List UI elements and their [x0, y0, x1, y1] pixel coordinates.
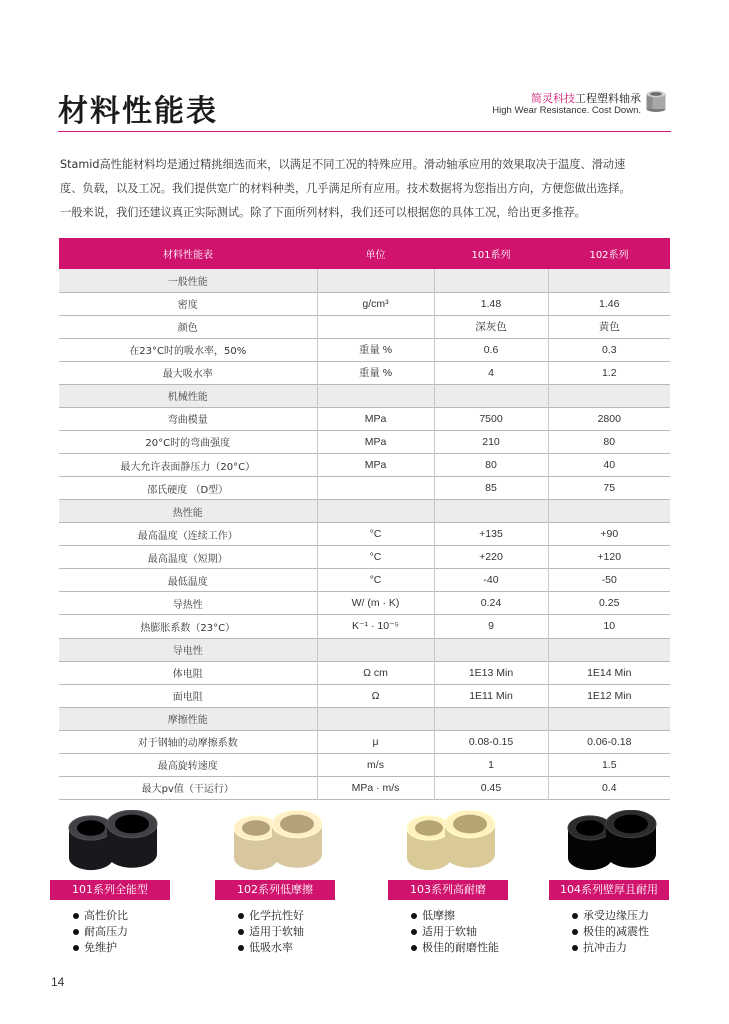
feature-list — [238, 908, 304, 956]
value-101-cell: 0.45 — [434, 776, 548, 799]
table-row — [59, 776, 670, 799]
header-unit: 单位 — [317, 238, 434, 269]
property-label: 最高旋转速度 — [157, 761, 218, 773]
section-row — [59, 269, 670, 292]
value-101-cell: 1E11 Min — [434, 684, 548, 707]
unit-cell: MPa · m/s — [317, 776, 434, 799]
value-101-cell: 1E13 Min — [434, 661, 548, 684]
product-label: 102系列低摩擦 — [215, 880, 335, 900]
unit-cell — [317, 638, 434, 661]
feature-item: 耐高压力 — [73, 924, 128, 940]
feature-item: 高性价比 — [73, 908, 128, 924]
unit-cell — [317, 269, 434, 292]
header-series-101: 101系列 — [434, 238, 548, 269]
feature-list — [411, 908, 499, 956]
value-102-cell: 40 — [548, 454, 670, 477]
value-101-cell: 7500 — [434, 407, 548, 430]
unit-cell: g/cm³ — [317, 292, 434, 315]
section-row — [59, 638, 670, 661]
unit-cell: MPa — [317, 454, 434, 477]
feature-item: 承受边缘压力 — [572, 908, 649, 924]
value-102-cell: 黄色 — [548, 315, 670, 338]
table-row — [59, 454, 670, 477]
table-body — [59, 269, 670, 799]
value-101-cell — [434, 638, 548, 661]
product-label: 101系列全能型 — [50, 880, 170, 900]
value-102-cell: 75 — [548, 477, 670, 500]
unit-cell: 重量 % — [317, 338, 434, 361]
property-label: 对于钢轴的动摩擦系数 — [137, 738, 238, 750]
product-label: 104系列壁厚且耐用 — [549, 880, 669, 900]
property-label: 最高温度（连续工作） — [137, 530, 238, 542]
value-102-cell: 0.4 — [548, 776, 670, 799]
unit-cell: MPa — [317, 407, 434, 430]
value-101-cell — [434, 384, 548, 407]
property-label: 导热性 — [172, 599, 203, 611]
value-101-cell — [434, 707, 548, 730]
intro-line: 一般来说，我们还建议真正实际测试。除了下面所列材料，我们还可以根据您的具体工况，给出更多推荐。 — [60, 206, 586, 219]
value-101-cell: 0.6 — [434, 338, 548, 361]
section-row — [59, 500, 670, 523]
property-label: 最大pv值（干运行） — [141, 784, 234, 796]
product-series-section — [50, 808, 680, 958]
table-row — [59, 430, 670, 453]
value-102-cell — [548, 269, 670, 292]
value-101-cell: 9 — [434, 615, 548, 638]
intro-line: 度、负载，以及工况。我们提供宽广的材料种类，几乎满足所有应用。技术数据将为您指出方向，方便您做出选择。 — [60, 182, 631, 195]
value-101-cell: 1.48 — [434, 292, 548, 315]
bushing-103-image — [402, 810, 500, 878]
unit-cell — [317, 384, 434, 407]
value-101-cell: 0.24 — [434, 592, 548, 615]
brand-tagline: High Wear Resistance. Cost Down. — [492, 105, 641, 117]
value-102-cell: 0.06-0.18 — [548, 730, 670, 753]
table-row — [59, 546, 670, 569]
bushing-logo-icon — [645, 89, 667, 113]
value-102-cell: +120 — [548, 546, 670, 569]
value-101-cell: 1 — [434, 753, 548, 776]
feature-item: 免维护 — [73, 940, 128, 956]
property-label: 颜色 — [177, 323, 198, 335]
table-row — [59, 338, 670, 361]
feature-list — [73, 908, 128, 956]
value-102-cell: 1E14 Min — [548, 661, 670, 684]
bushing-101-image — [64, 810, 162, 878]
value-102-cell: 1E12 Min — [548, 684, 670, 707]
property-label: 体电阻 — [172, 669, 203, 681]
property-label: 邵氏硬度 （D型） — [147, 484, 229, 496]
material-properties-table — [59, 238, 670, 800]
value-102-cell: +90 — [548, 523, 670, 546]
table-row — [59, 361, 670, 384]
value-101-cell: 0.08-0.15 — [434, 730, 548, 753]
table-row — [59, 615, 670, 638]
intro-paragraph — [60, 153, 675, 225]
property-label: 密度 — [177, 300, 198, 312]
value-102-cell: 2800 — [548, 407, 670, 430]
property-label: 在23°C时的吸水率，50% — [129, 346, 247, 358]
page-number: 14 — [51, 975, 65, 989]
table-row — [59, 523, 670, 546]
unit-cell: °C — [317, 546, 434, 569]
bushing-102-image — [229, 810, 327, 878]
value-101-cell: 深灰色 — [434, 315, 548, 338]
bushing-104-image — [563, 810, 661, 878]
value-101-cell: 80 — [434, 454, 548, 477]
table-row — [59, 292, 670, 315]
table-row — [59, 569, 670, 592]
unit-cell: W/ (m · K) — [317, 592, 434, 615]
unit-cell: °C — [317, 569, 434, 592]
value-102-cell — [548, 500, 670, 523]
property-label: 20°C时的弯曲强度 — [145, 438, 231, 450]
table-row — [59, 315, 670, 338]
table-row — [59, 753, 670, 776]
brand-block — [492, 92, 641, 117]
unit-cell: °C — [317, 523, 434, 546]
brand-name-accent: 简灵科技 — [531, 92, 575, 105]
value-101-cell: +220 — [434, 546, 548, 569]
feature-item: 适用于软轴 — [411, 924, 499, 940]
value-102-cell: -50 — [548, 569, 670, 592]
unit-cell — [317, 500, 434, 523]
unit-cell: Ω cm — [317, 661, 434, 684]
property-label: 最大允许表面静压力（20°C） — [120, 461, 256, 473]
unit-cell: m/s — [317, 753, 434, 776]
section-label: 热性能 — [59, 500, 317, 523]
section-row — [59, 707, 670, 730]
value-101-cell — [434, 269, 548, 292]
table-row — [59, 407, 670, 430]
value-102-cell — [548, 707, 670, 730]
value-101-cell: +135 — [434, 523, 548, 546]
table-row — [59, 477, 670, 500]
table-row — [59, 592, 670, 615]
title-rule — [58, 131, 671, 132]
property-label: 弯曲模量 — [167, 415, 208, 427]
table-row — [59, 661, 670, 684]
feature-item: 抗冲击力 — [572, 940, 649, 956]
feature-item: 低摩擦 — [411, 908, 499, 924]
property-label: 最低温度 — [167, 576, 208, 588]
table-header-row — [59, 238, 670, 269]
property-label: 最高温度（短期） — [147, 553, 228, 565]
brand-name — [492, 92, 641, 105]
value-102-cell: 10 — [548, 615, 670, 638]
page-title: 材料性能表 — [58, 94, 218, 129]
unit-cell: 重量 % — [317, 361, 434, 384]
unit-cell: Ω — [317, 684, 434, 707]
unit-cell: μ — [317, 730, 434, 753]
section-label: 一般性能 — [59, 269, 317, 292]
value-101-cell: 4 — [434, 361, 548, 384]
value-102-cell: 1.2 — [548, 361, 670, 384]
unit-cell: MPa — [317, 430, 434, 453]
value-101-cell — [434, 500, 548, 523]
feature-item: 低吸水率 — [238, 940, 304, 956]
feature-item: 极佳的耐磨性能 — [411, 940, 499, 956]
brand-name-rest: 工程塑料轴承 — [575, 92, 641, 105]
value-102-cell: 1.5 — [548, 753, 670, 776]
product-label: 103系列高耐磨 — [388, 880, 508, 900]
property-label: 面电阻 — [172, 692, 203, 704]
header-property: 材料性能表 — [59, 238, 317, 269]
value-102-cell: 80 — [548, 430, 670, 453]
value-101-cell: 210 — [434, 430, 548, 453]
unit-cell — [317, 477, 434, 500]
value-101-cell: -40 — [434, 569, 548, 592]
section-label: 导电性 — [59, 638, 317, 661]
section-label: 摩擦性能 — [59, 707, 317, 730]
value-102-cell — [548, 638, 670, 661]
unit-cell — [317, 707, 434, 730]
property-label: 最大吸水率 — [162, 369, 213, 381]
feature-item: 适用于软轴 — [238, 924, 304, 940]
feature-item: 化学抗性好 — [238, 908, 304, 924]
unit-cell: K⁻¹ · 10⁻⁵ — [317, 615, 434, 638]
section-label: 机械性能 — [59, 384, 317, 407]
header-series-102: 102系列 — [548, 238, 670, 269]
value-101-cell: 85 — [434, 477, 548, 500]
feature-list — [572, 908, 649, 956]
value-102-cell: 1.46 — [548, 292, 670, 315]
unit-cell — [317, 315, 434, 338]
value-102-cell: 0.3 — [548, 338, 670, 361]
feature-item: 极佳的减震性 — [572, 924, 649, 940]
section-row — [59, 384, 670, 407]
table-row — [59, 730, 670, 753]
property-label: 热膨胀系数（23°C） — [140, 622, 236, 634]
table-row — [59, 684, 670, 707]
intro-line: Stamid高性能材料均是通过精挑细选而来，以满足不同工况的特殊应用。滑动轴承应用的效果取决于温度、滑动速 — [60, 158, 626, 171]
value-102-cell: 0.25 — [548, 592, 670, 615]
value-102-cell — [548, 384, 670, 407]
